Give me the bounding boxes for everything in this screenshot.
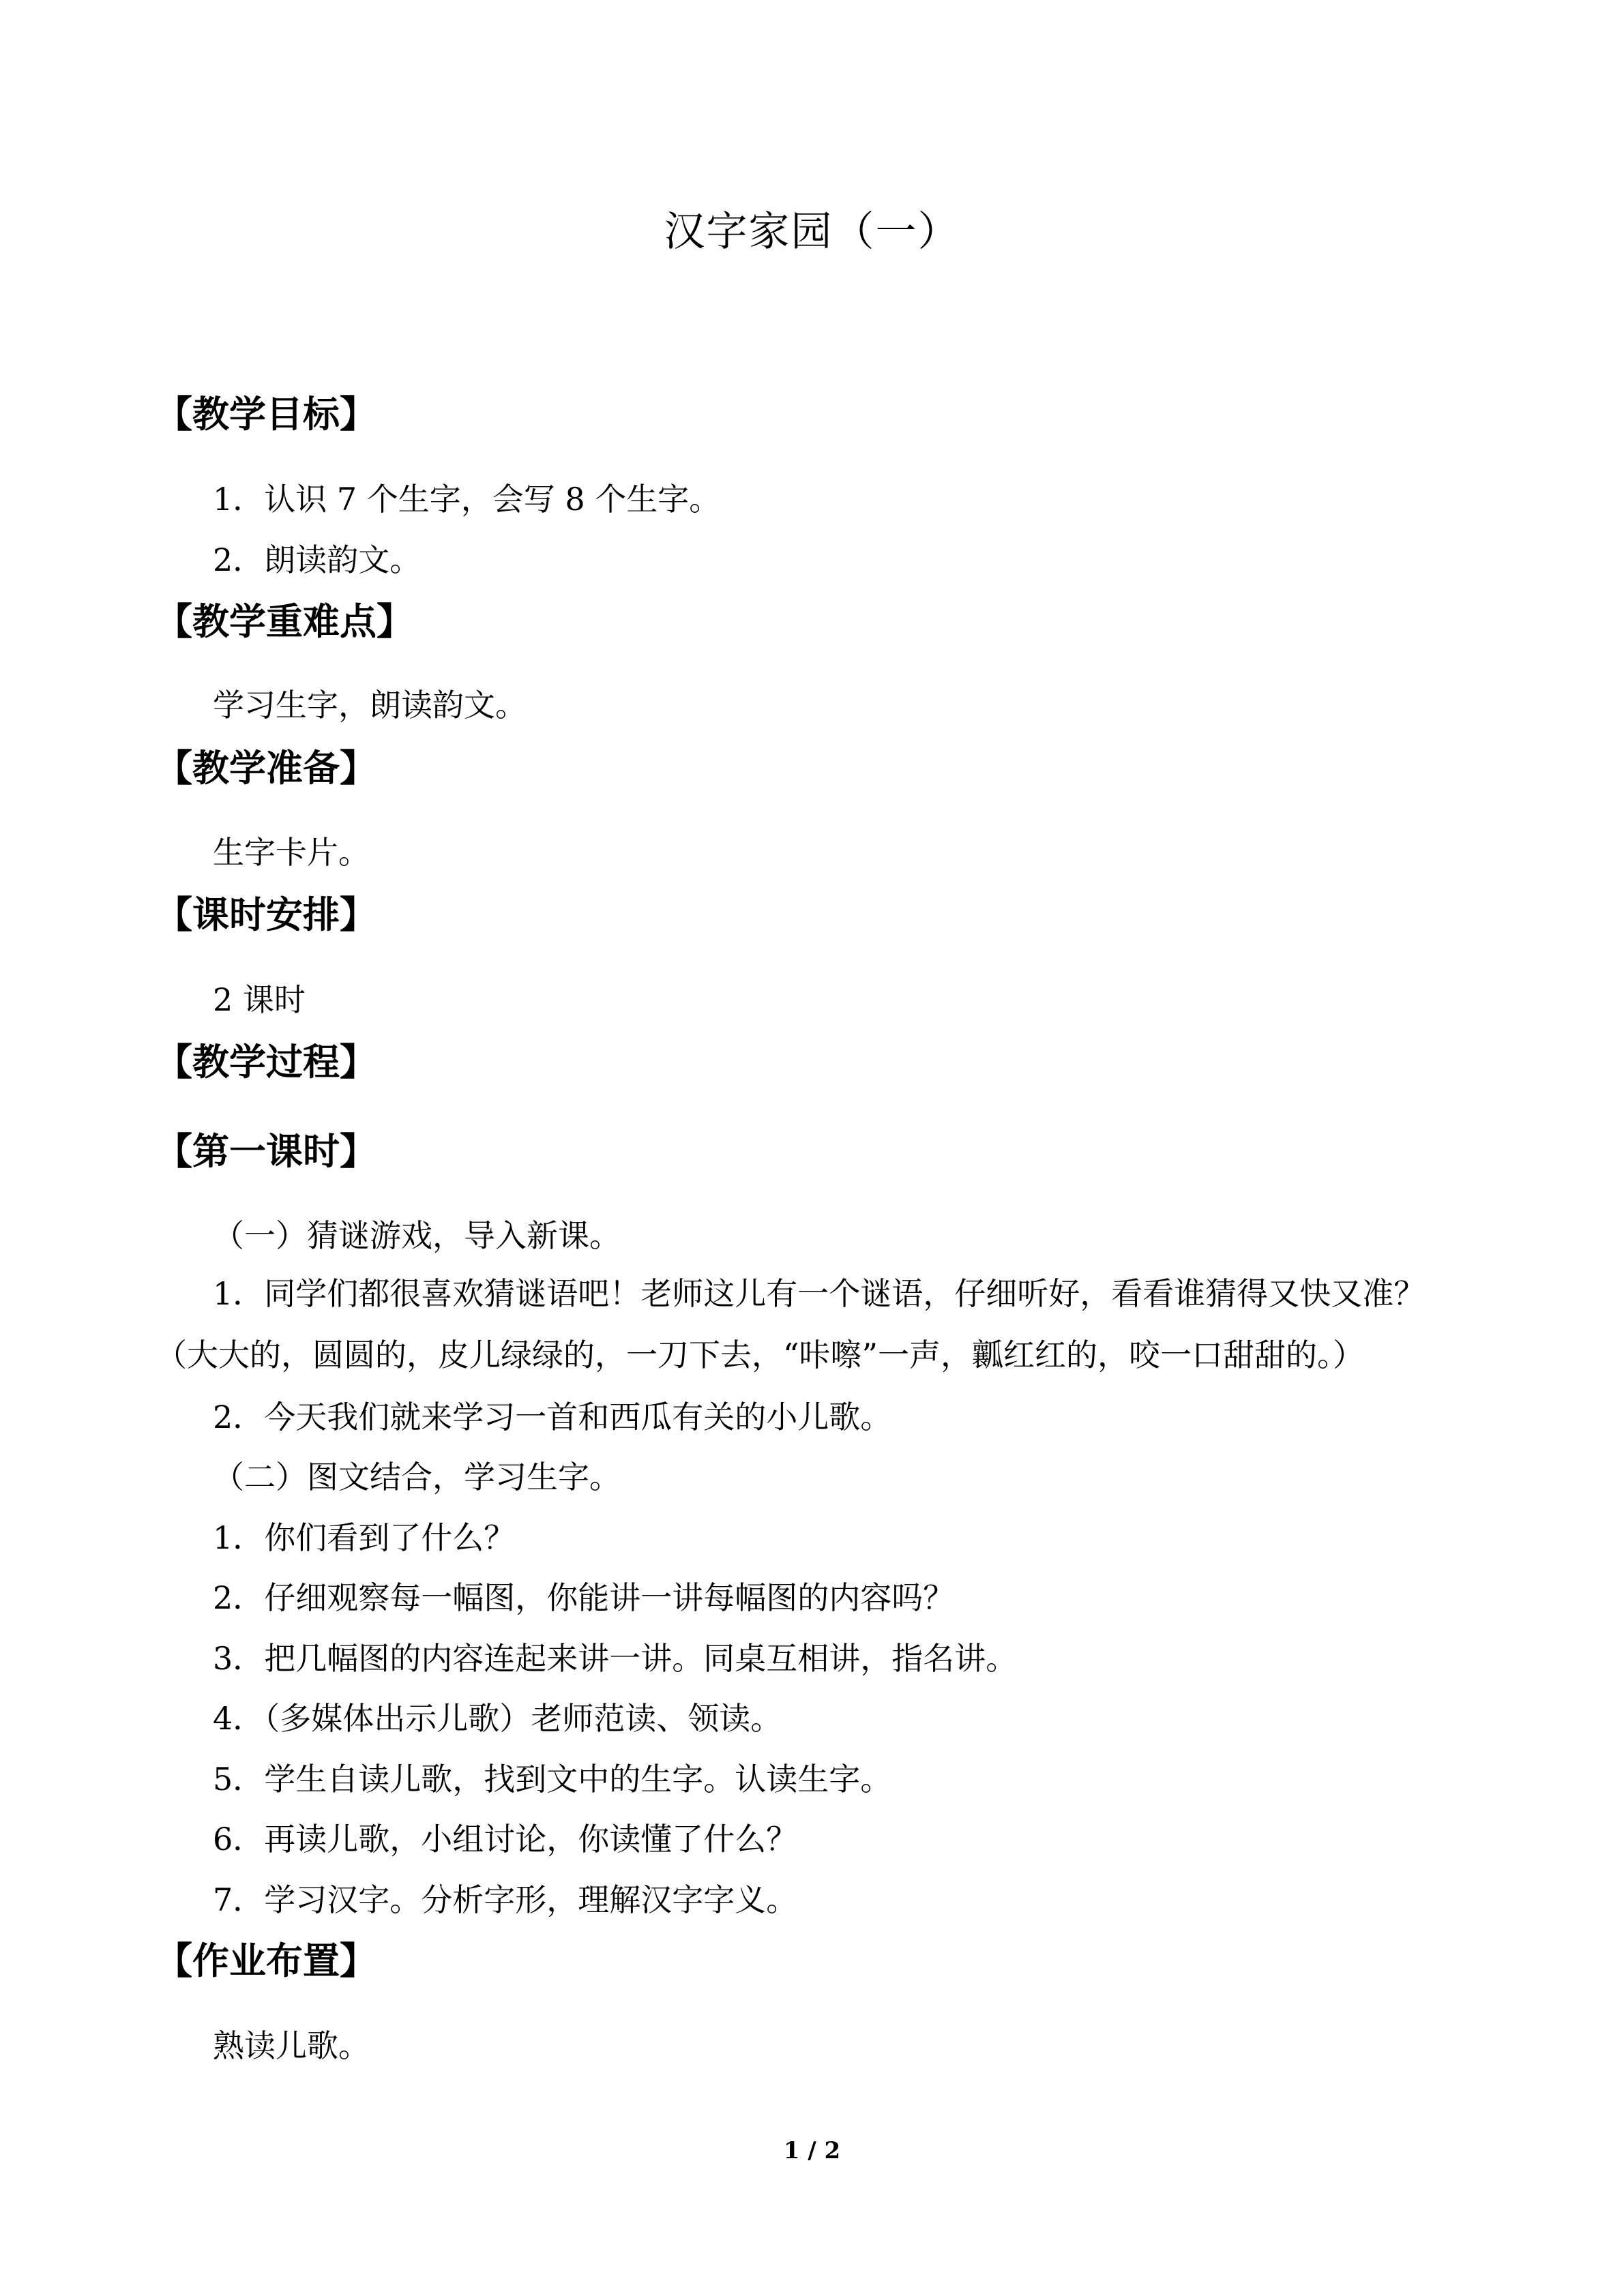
- heading-lesson-one: 【第一课时】: [156, 1130, 377, 1173]
- part-one-item-2: 2．今天我们就来学习一首和西瓜有关的小儿歌。: [213, 1399, 892, 1435]
- document-title: 汉字家园（一）: [664, 208, 960, 256]
- goal-item-1: 1．认识 7 个生字，会写 8 个生字。: [213, 481, 721, 518]
- preparation-text: 生字卡片。: [213, 834, 370, 871]
- riddle-paragraph: 1．同学们都很喜欢猜谜语吧！老师这儿有一个谜语，仔细听好，看看谁猜得又快又准？（大大的，圆圆的，皮儿绿绿的，一刀下去，“咔嚓”一声，瓤红红的，咬一口甜甜的。）: [156, 1275, 1426, 1373]
- schedule-text: 2 课时: [213, 981, 306, 1018]
- part-two-item-2: 2．仔细观察每一幅图，你能讲一讲每幅图的内容吗？: [213, 1579, 955, 1616]
- part-two-item-7: 7．学习汉字。分析字形，理解汉字字义。: [213, 1881, 798, 1918]
- part-one-title: （一）猜谜游戏，导入新课。: [213, 1217, 621, 1254]
- part-two-item-6: 6．再读儿歌，小组讨论，你读懂了什么？: [213, 1821, 798, 1858]
- heading-teaching-process: 【教学过程】: [156, 1041, 377, 1084]
- part-two-item-3: 3．把几幅图的内容连起来讲一讲。同桌互相讲，指名讲。: [213, 1640, 1018, 1677]
- heading-preparation: 【教学准备】: [156, 747, 377, 790]
- part-two-item-4: 4．（多媒体出示儿歌）老师范读、领读。: [213, 1700, 782, 1737]
- goal-item-2: 2．朗读韵文。: [213, 541, 422, 578]
- part-two-item-1: 1．你们看到了什么？: [213, 1519, 516, 1556]
- part-two-item-5: 5．学生自读儿歌，找到文中的生字。认读生字。: [213, 1761, 892, 1798]
- heading-teaching-goals: 【教学目标】: [156, 393, 377, 436]
- homework-text: 熟读儿歌。: [213, 2027, 370, 2064]
- heading-homework: 【作业布置】: [156, 1939, 377, 1982]
- page-number: 1 / 2: [783, 2137, 841, 2164]
- heading-schedule: 【课时安排】: [156, 893, 377, 936]
- part-two-title: （二）图文结合，学习生字。: [213, 1459, 621, 1495]
- key-points-text: 学习生字，朗读韵文。: [213, 687, 527, 724]
- heading-key-points: 【教学重难点】: [156, 600, 413, 643]
